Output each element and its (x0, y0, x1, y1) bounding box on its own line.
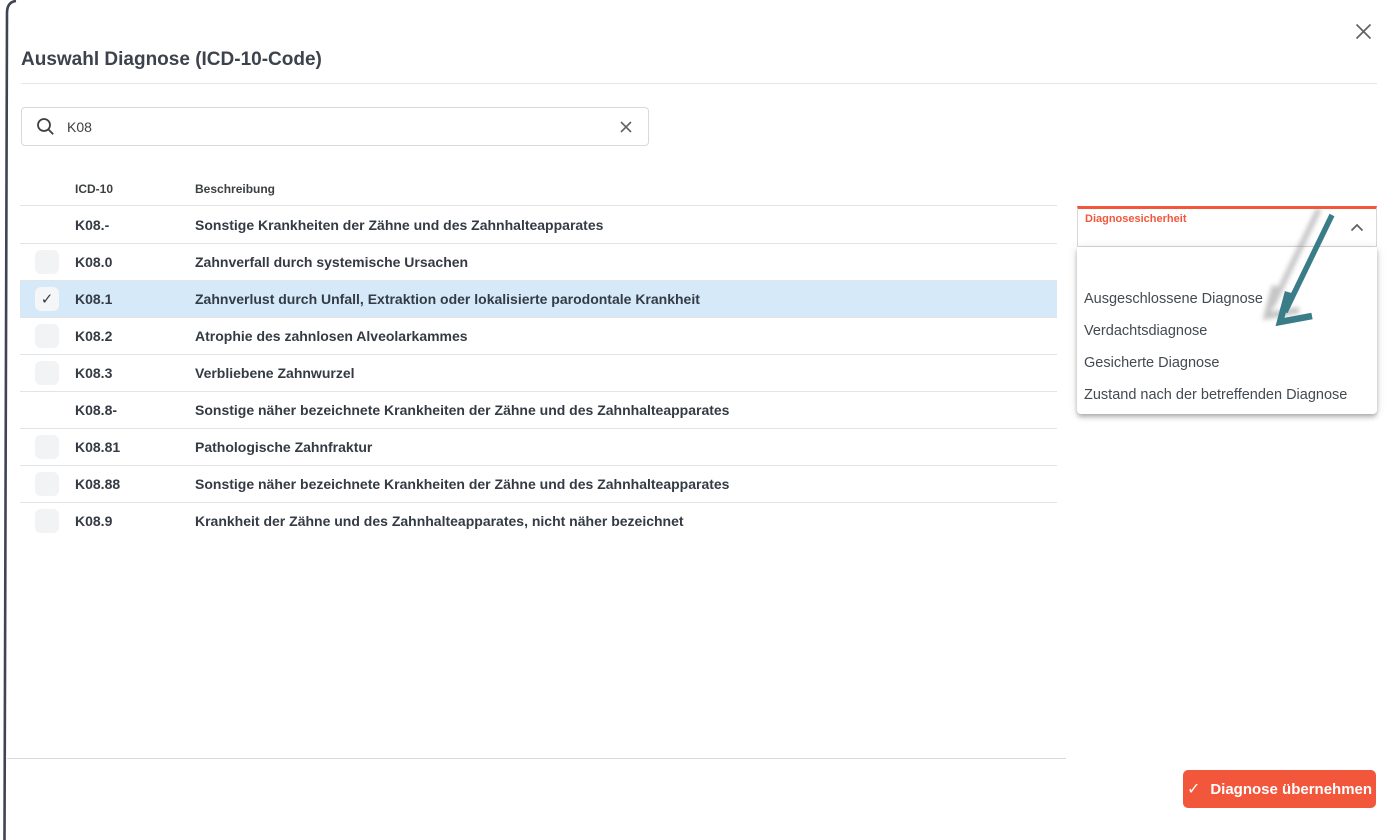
row-icd10-code: K08.81 (75, 439, 121, 455)
checkbox-cell (20, 287, 75, 311)
search-box[interactable] (21, 107, 649, 146)
chevron-up-icon (1350, 223, 1364, 232)
column-header-description: Beschreibung (195, 182, 276, 196)
row-description: Sonstige Krankheiten der Zähne und des Zahnhalteapparates (195, 216, 604, 233)
search-icon (36, 117, 55, 136)
dialog-title: Auswahl Diagnose (ICD-10-Code) (21, 49, 322, 70)
dropdown-option[interactable]: Verdachtsdiagnose (1084, 323, 1208, 339)
footer-divider (7, 758, 1066, 759)
dropdown-option[interactable]: Ausgeschlossene Diagnose (1084, 291, 1263, 307)
column-header-icd10: ICD-10 (75, 182, 114, 196)
row-icd10-code: K08.8- (75, 402, 118, 418)
row-description: Sonstige näher bezeichnete Krankheiten der Zähne und des Zahnhalteapparates (195, 402, 730, 418)
table-header (20, 180, 1057, 206)
diagnosesicherheit-options-panel (1077, 247, 1377, 414)
window-edge (0, 0, 22, 840)
check-icon: ✓ (1186, 781, 1201, 798)
close-icon (1355, 23, 1372, 40)
table-row[interactable] (20, 280, 1057, 317)
row-checkbox[interactable] (35, 250, 59, 274)
row-checkbox[interactable] (35, 472, 59, 496)
row-icd10-code: K08.0 (75, 254, 113, 270)
row-description: Zahnverlust durch Unfall, Extraktion oder lokalisierte parodontale Krankheit (195, 291, 700, 307)
row-description: Verbliebene Zahnwurzel (195, 365, 355, 381)
apply-diagnosis-button[interactable] (1183, 770, 1376, 808)
checkbox-cell (20, 324, 75, 348)
diagnosesicherheit-label: Diagnosesicherheit (1085, 213, 1187, 225)
clear-icon (620, 121, 632, 133)
row-icd10-code: K08.9 (75, 513, 113, 529)
table-row[interactable] (20, 465, 1057, 502)
checkbox-cell (20, 435, 75, 459)
checkbox-cell (20, 472, 75, 496)
checkbox-cell (20, 361, 75, 385)
dropdown-option[interactable]: Gesicherte Diagnose (1084, 355, 1220, 371)
table-row[interactable] (20, 206, 1057, 243)
checkbox-cell (20, 509, 75, 533)
row-checkbox[interactable] (35, 435, 59, 459)
table-row[interactable] (20, 354, 1057, 391)
row-description: Pathologische Zahnfraktur (195, 439, 373, 455)
dropdown-option[interactable]: Zustand nach der betreffenden Diagnose (1084, 387, 1348, 403)
close-button[interactable] (1348, 16, 1378, 46)
row-icd10-code: K08.88 (75, 476, 121, 492)
row-description: Krankheit der Zähne und des Zahnhalteapparates, nicht näher bezeichnet (195, 513, 684, 529)
clear-search-button[interactable] (618, 119, 634, 135)
row-description: Sonstige näher bezeichnete Krankheiten der Zähne und des Zahnhalteapparates (195, 476, 730, 492)
row-checkbox[interactable] (35, 509, 59, 533)
row-checkbox-checked[interactable]: ✓ (35, 287, 59, 311)
diagnosis-table (20, 180, 1057, 539)
dropdown-option-empty[interactable] (1077, 250, 1377, 283)
row-checkbox[interactable] (35, 361, 59, 385)
row-description: Atrophie des zahnlosen Alveolarkammes (195, 328, 468, 344)
row-checkbox[interactable] (35, 324, 59, 348)
table-row[interactable] (20, 243, 1057, 280)
row-description: Zahnverfall durch systemische Ursachen (195, 254, 469, 270)
table-row[interactable] (20, 502, 1057, 539)
diagnosesicherheit-select[interactable] (1077, 206, 1377, 247)
row-icd10-code: K08.3 (75, 365, 113, 381)
search-input[interactable] (67, 119, 618, 135)
table-row[interactable] (20, 428, 1057, 465)
table-row[interactable] (20, 391, 1057, 428)
title-divider (21, 83, 1377, 84)
diagnosis-table-body (20, 206, 1057, 539)
row-icd10-code: K08.2 (75, 328, 113, 344)
apply-diagnosis-label: Diagnose übernehmen (1210, 780, 1373, 798)
row-icd10-code: K08.- (75, 216, 110, 233)
row-icd10-code: K08.1 (75, 291, 113, 307)
checkbox-cell (20, 250, 75, 274)
table-row[interactable] (20, 317, 1057, 354)
